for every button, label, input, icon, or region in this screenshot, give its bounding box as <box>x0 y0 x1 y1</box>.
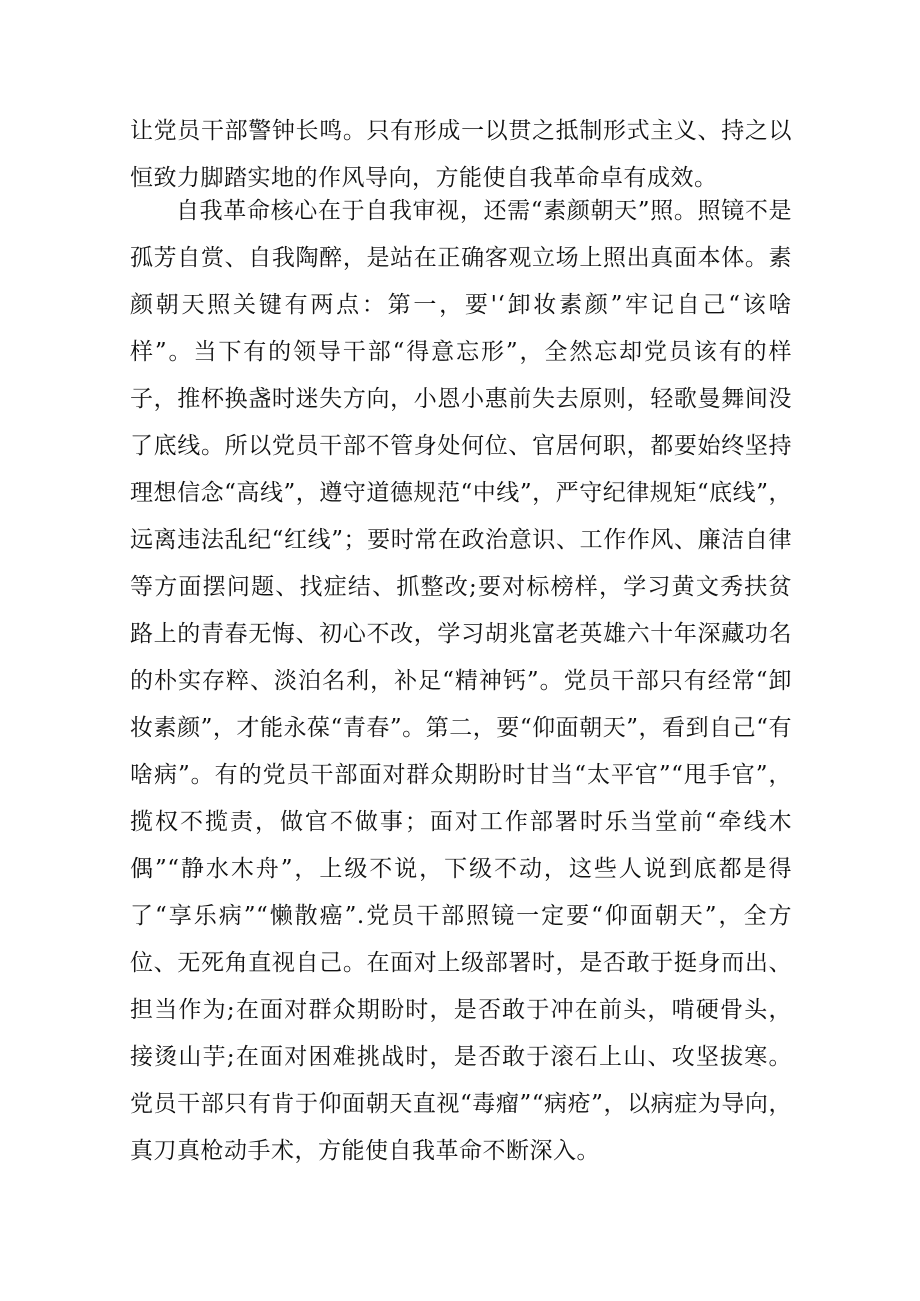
paragraph-self-review: 自我革命核心在于自我审视，还需“素颜朝天”照。照镜不是孤芳自赏、自我陶醉，是站在正确客观立场上照出真面本体。素颜朝天照关键有两点：第一，要'‘卸妆素颜”牢记自己“该啥样”。当下有的领导干部“得意忘形”，全然忘却党员该有的样子，推杯换盏时迷失方向，小恩小惠前失去原则，轻歌曼舞间没了底线。所以党员干部不管身处何位、官居何职，都要始终坚持理想信念“高线”，遵守道德规范“中线”，严守纪律规矩“底线”，远离违法乱纪“红线”；要时常在政治意识、工作作风、廉洁自律等方面摆问题、找症结、抓整改;要对标榜样，学习黄文秀扶贫路上的青春无悔、初心不改，学习胡兆富老英雄六十年深藏功名的朴实存粹、淡泊名利，补足“精神钙”。党员干部只有经常“卸妆素颜”，才能永葆“青春”。第二，要“仰面朝天”，看到自己“有啥病”。有的党员干部面对群众期盼时甘当“太平官”“甩手官”，揽权不揽责，做官不做事；面对工作部署时乐当堂前“牵线木偶”“静水木舟”，上级不说，下级不动，这些人说到底都是得了“享乐病”“懒散癌”.党员干部照镜一定要“仰面朝天”，全方位、无死角直视自己。在面对上级部署时，是否敢于挺身而出、担当作为;在面对群众期盼时，是否敢于冲在前头，啃硬骨头，接烫山芋;在面对困难挑战时，是否敢于滚石上山、攻坚拔寒。党员干部只有肯于仰面朝天直视“毒瘤”“病疮”，以病症为导向，真刀真枪动手术，方能使自我革命不断深入。 <box>130 198 792 1164</box>
paragraph-continuation: 让党员干部警钟长鸣。只有形成一以贯之抵制形式主义、持之以恒致力脚踏实地的作风导向，方能使自我革命卓有成效。 <box>130 118 792 191</box>
